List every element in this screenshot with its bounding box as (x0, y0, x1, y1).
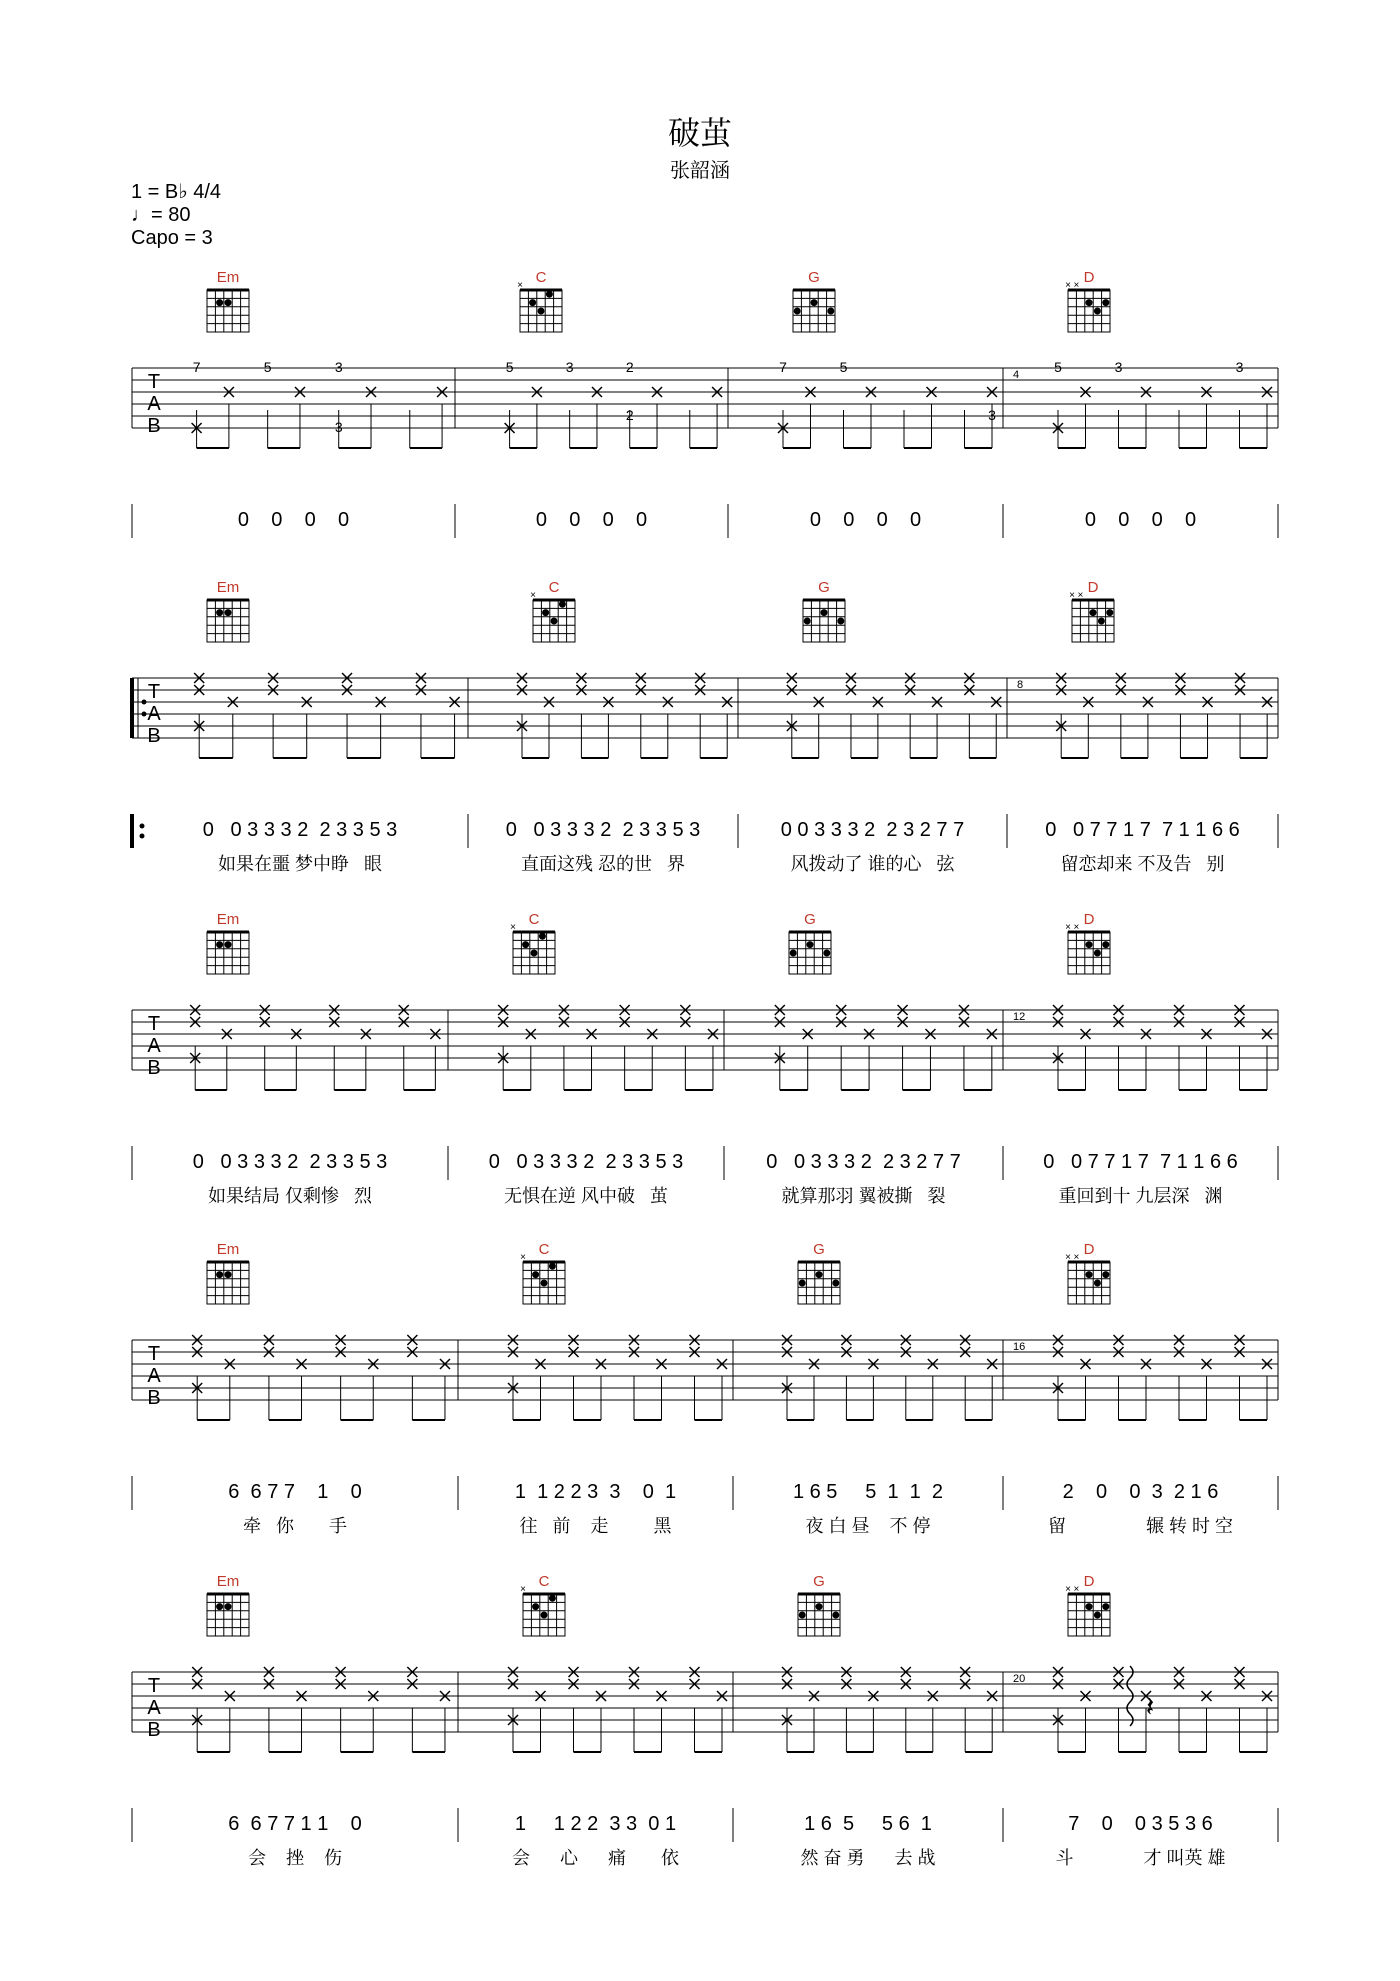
lyric-line: 如果在噩 梦中睁 眼 (217, 854, 383, 874)
diagram-dot (816, 1271, 823, 1278)
diagram-dot (225, 1603, 232, 1610)
diagram-dot (837, 618, 844, 625)
lyric-line: 留 辗 转 时 空 (1047, 1516, 1234, 1536)
diagram-mute-mark: × (1077, 590, 1084, 601)
jianpu-measure: 0 0 0 0 (1084, 509, 1197, 531)
diagram-dot (541, 1612, 548, 1619)
tab-clef-t: T (147, 1675, 161, 1697)
diagram-dot (790, 950, 797, 957)
diagram-dot (1098, 618, 1105, 625)
chord-name-g: G (813, 1573, 825, 1590)
chord-name-em: Em (216, 911, 240, 928)
chord-diagram-em (207, 1594, 249, 1636)
diagram-dot (225, 941, 232, 948)
jianpu-measure: 6 6 7 7 1 0 (228, 1481, 362, 1503)
diagram-frame (1068, 1594, 1110, 1636)
diagram-dot (532, 1603, 539, 1610)
chord-diagram-g (798, 1262, 840, 1304)
chord-name-em: Em (216, 1573, 240, 1590)
diagram-dot (1086, 1603, 1093, 1610)
chord-name-em: Em (216, 579, 240, 596)
tab-clef-t: T (147, 1013, 161, 1035)
tab-clef-a: A (147, 1365, 161, 1387)
lyric-line: 斗 才 叫英 雄 (1055, 1848, 1226, 1868)
chord-diagram-em (207, 600, 249, 642)
diagram-dot (1102, 1271, 1109, 1278)
diagram-dot (216, 609, 223, 616)
jianpu-measure: 1 1 2 2 3 3 0 1 (514, 1813, 677, 1835)
chord-name-d: D (1083, 911, 1095, 928)
diagram-dot (1094, 950, 1101, 957)
lyric-line: 如果结局 仅剩惨 烈 (207, 1186, 373, 1206)
tab-fret-number: 5 (263, 359, 272, 375)
diagram-mute-mark: × (1073, 280, 1080, 291)
diagram-dot (1094, 1612, 1101, 1619)
chord-diagram-em (207, 290, 249, 332)
song-title: 破茧 (667, 115, 732, 151)
diagram-mute-mark: × (1073, 1584, 1080, 1595)
tab-clef-b: B (147, 1719, 161, 1741)
diagram-frame (1072, 600, 1114, 642)
diagram-dot (821, 609, 828, 616)
lyric-line: 会 心 痛 依 (511, 1848, 680, 1868)
diagram-dot (549, 1263, 556, 1270)
chord-diagram-g (789, 932, 831, 974)
tab-clef-a: A (147, 1697, 161, 1719)
tab-fret-number: 7 (779, 359, 787, 375)
diagram-dot (559, 601, 566, 608)
diagram-dot (551, 618, 558, 625)
jianpu-measure: 0 0 0 0 (809, 509, 922, 531)
diagram-dot (541, 1280, 548, 1287)
lyric-line: 会 挫 伤 (247, 1848, 343, 1868)
diagram-dot (546, 291, 553, 298)
jianpu-measure: 0 0 7 7 1 7 7 1 1 6 6 (1045, 819, 1240, 841)
diagram-dot (1094, 1280, 1101, 1287)
jianpu-measure: 0 0 3 3 3 2 2 3 3 5 3 (192, 1151, 388, 1173)
diagram-dot (529, 299, 536, 306)
diagram-dot (539, 933, 546, 940)
jianpu-measure: 0 0 3 3 3 2 2 3 2 7 7 (780, 819, 965, 841)
diagram-dot (538, 308, 545, 315)
measure-number: 12 (1013, 1011, 1026, 1023)
diagram-dot (1102, 299, 1109, 306)
diagram-dot (225, 299, 232, 306)
key-signature: 1 = B♭ 4/4 (131, 181, 222, 203)
diagram-dot (531, 950, 538, 957)
repeat-dot (142, 712, 147, 717)
diagram-dot (1094, 308, 1101, 315)
chord-diagram-d (1068, 932, 1110, 974)
diagram-dot (794, 308, 801, 315)
chord-diagram-em (207, 1262, 249, 1304)
diagram-mute-mark: × (1065, 922, 1071, 933)
lyric-line: 夜 白 昼 不 停 (805, 1516, 931, 1536)
jianpu-measure: 0 0 7 7 1 7 7 1 1 6 6 (1043, 1151, 1238, 1173)
tab-clef-t: T (147, 1343, 161, 1365)
diagram-dot (216, 1603, 223, 1610)
diagram-dot (216, 941, 223, 948)
diagram-dot (804, 618, 811, 625)
diagram-dot (1086, 299, 1093, 306)
tab-fret-number: 5 (839, 359, 848, 375)
diagram-dot (1102, 941, 1109, 948)
lyric-line: 牵 你 手 (242, 1516, 348, 1536)
chord-name-d: D (1083, 1573, 1095, 1590)
chord-diagram-g (798, 1594, 840, 1636)
diagram-dot (799, 1280, 806, 1287)
diagram-mute-mark: × (1065, 1252, 1071, 1263)
diagram-dot (807, 941, 814, 948)
tab-clef-a: A (147, 393, 161, 415)
chord-diagram-g (793, 290, 835, 332)
chord-name-c: C (548, 579, 560, 596)
tab-clef-t: T (147, 681, 161, 703)
tab-fret-number: 2 (625, 407, 634, 423)
tab-fret-number: 7 (192, 359, 201, 375)
diagram-dot (225, 1271, 232, 1278)
jianpu-measure: 1 6 5 5 1 1 2 (792, 1481, 944, 1503)
diagram-dot (216, 1271, 223, 1278)
song-artist: 张韶涵 (670, 160, 730, 182)
diagram-mute-mark: × (1065, 280, 1071, 291)
diagram-frame (207, 1262, 249, 1304)
repeat-dot (140, 834, 145, 839)
diagram-dot (549, 1595, 556, 1602)
jianpu-measure: 0 0 3 3 3 2 2 3 3 5 3 (505, 819, 701, 841)
lyric-line: 无惧在逆 风中破 茧 (503, 1186, 669, 1206)
tab-clef-b: B (147, 1057, 161, 1079)
lyric-line: 重回到十 九层深 渊 (1058, 1186, 1223, 1206)
chord-name-g: G (813, 1241, 825, 1258)
chord-diagram-g (803, 600, 845, 642)
jianpu-measure: 0 0 3 3 3 2 2 3 3 5 3 (488, 1151, 684, 1173)
diagram-dot (832, 1280, 839, 1287)
lyric-line: 直面这残 忍的世 界 (520, 854, 686, 874)
lyric-line: 留恋却来 不及告 别 (1060, 854, 1225, 874)
diagram-mute-mark: × (1065, 1584, 1071, 1595)
chord-name-c: C (538, 1573, 550, 1590)
jianpu-measure: 2 0 0 3 2 1 6 (1062, 1481, 1219, 1503)
diagram-dot (532, 1271, 539, 1278)
lyric-line: 往 前 走 黑 (519, 1516, 672, 1536)
chord-diagram-c (523, 1594, 565, 1636)
diagram-dot (832, 1612, 839, 1619)
tab-fret-number: 3 (565, 359, 574, 375)
diagram-dot (799, 1612, 806, 1619)
diagram-mute-mark: × (517, 280, 523, 291)
measure-number: 16 (1013, 1341, 1026, 1353)
tab-clef-b: B (147, 415, 161, 437)
jianpu-measure: 0 0 3 3 3 2 2 3 3 5 3 (202, 819, 398, 841)
diagram-dot (1086, 1271, 1093, 1278)
chord-diagram-c (523, 1262, 565, 1304)
diagram-dot (1090, 609, 1097, 616)
diagram-dot (827, 308, 834, 315)
chord-name-g: G (818, 579, 830, 596)
jianpu-measure: 0 0 3 3 3 2 2 3 2 7 7 (766, 1151, 961, 1173)
chord-name-em: Em (216, 1241, 240, 1258)
chord-name-d: D (1083, 1241, 1095, 1258)
tab-fret-number: 5 (1054, 359, 1062, 375)
jianpu-measure: 6 6 7 7 1 1 0 (228, 1813, 362, 1835)
lyric-line: 就算那羽 翼被撕 裂 (781, 1186, 946, 1206)
tempo-marking: ♩= 80 (131, 204, 191, 226)
jianpu-measure: 0 0 0 0 (237, 509, 350, 531)
diagram-frame (207, 600, 249, 642)
tab-fret-number: 3 (988, 407, 996, 423)
chord-name-em: Em (216, 269, 240, 286)
chord-name-d: D (1083, 269, 1095, 286)
diagram-dot (216, 299, 223, 306)
jianpu-measure: 1 1 2 2 3 3 0 1 (514, 1481, 677, 1503)
diagram-dot (1102, 1603, 1109, 1610)
tab-fret-number: 3 (1114, 359, 1123, 375)
diagram-frame (1068, 290, 1110, 332)
repeat-dot (142, 700, 147, 705)
lyric-line: 风拨动了 谁的心 弦 (790, 854, 955, 874)
tab-fret-number: 3 (334, 359, 343, 375)
tab-fret-number: 5 (505, 359, 514, 375)
diagram-frame (1068, 1262, 1110, 1304)
diagram-dot (522, 941, 529, 948)
diagram-dot (542, 609, 549, 616)
diagram-mute-mark: × (1073, 922, 1080, 933)
diagram-dot (1106, 609, 1113, 616)
jianpu-measure: 1 6 5 5 6 1 (804, 1813, 932, 1835)
diagram-mute-mark: × (1073, 1252, 1080, 1263)
quarter-rest: 𝄽 (1145, 1691, 1155, 1722)
tab-clef-t: T (147, 371, 161, 393)
chord-diagram-c (533, 600, 575, 642)
chord-diagram-d (1068, 290, 1110, 332)
diagram-dot (823, 950, 830, 957)
chord-name-c: C (538, 1241, 550, 1258)
repeat-dot (140, 824, 145, 829)
diagram-dot (225, 609, 232, 616)
measure-number: 20 (1013, 1673, 1026, 1685)
diagram-mute-mark: × (510, 922, 516, 933)
capo-marking: Capo = 3 (131, 227, 213, 249)
chord-name-g: G (804, 911, 816, 928)
diagram-mute-mark: × (530, 590, 536, 601)
tab-fret-number: 2 (625, 359, 634, 375)
diagram-frame (207, 932, 249, 974)
diagram-frame (207, 290, 249, 332)
tab-fret-number: 3 (334, 419, 343, 435)
chord-name-c: C (535, 269, 547, 286)
measure-number: 4 (1013, 369, 1020, 381)
tab-clef-a: A (147, 1035, 161, 1057)
chord-diagram-c (513, 932, 555, 974)
tab-fret-number: 3 (1235, 359, 1244, 375)
diagram-mute-mark: × (1069, 590, 1075, 601)
diagram-dot (1086, 941, 1093, 948)
tab-clef-b: B (147, 1387, 161, 1409)
chord-diagram-d (1068, 1594, 1110, 1636)
jianpu-measure: 0 0 0 0 (535, 509, 648, 531)
diagram-dot (816, 1603, 823, 1610)
chord-diagram-d (1068, 1262, 1110, 1304)
diagram-frame (1068, 932, 1110, 974)
measure-number: 8 (1017, 679, 1024, 691)
lyric-line: 然 奋 勇 去 战 (800, 1848, 936, 1868)
chord-diagram-c (520, 290, 562, 332)
chord-diagram-em (207, 932, 249, 974)
chord-diagram-d (1072, 600, 1114, 642)
tab-clef-a: A (147, 703, 161, 725)
jianpu-measure: 7 0 0 3 5 3 6 (1068, 1813, 1213, 1835)
chord-name-c: C (528, 911, 540, 928)
diagram-dot (811, 299, 818, 306)
chord-name-g: G (808, 269, 820, 286)
tab-clef-b: B (147, 725, 161, 747)
diagram-mute-mark: × (520, 1252, 526, 1263)
diagram-mute-mark: × (520, 1584, 526, 1595)
diagram-frame (207, 1594, 249, 1636)
chord-name-d: D (1087, 579, 1099, 596)
